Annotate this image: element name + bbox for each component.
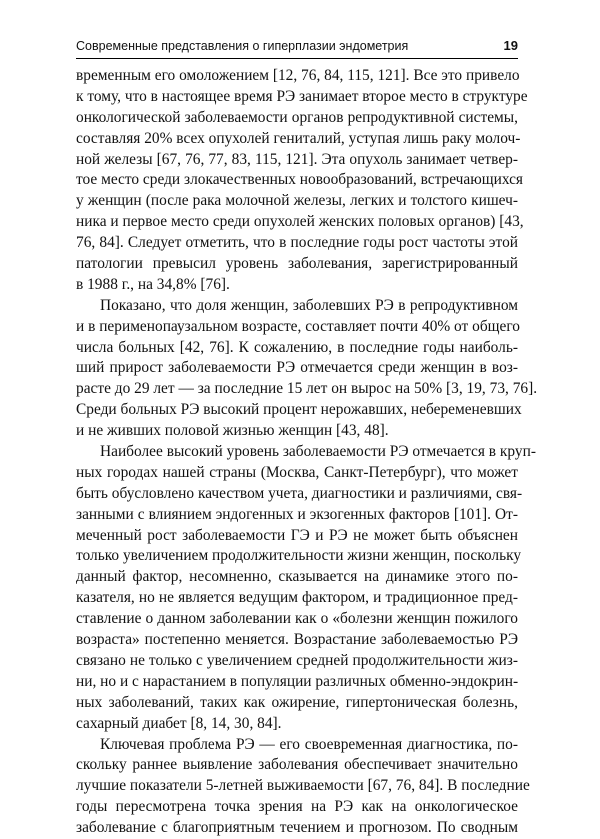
text-line: временным его омоложением [12, 76, 84, 115, 121]. Все это привело <box>76 67 520 84</box>
text-line: скольку раннее выявление заболевания обеспечивает значительно <box>76 756 518 774</box>
text-line: быть обусловлено качеством учета, диагностики и различиями, свя- <box>76 484 523 502</box>
page-header <box>76 36 518 59</box>
page-number: 19 <box>503 38 518 53</box>
text-line: у женщин (после рака молочной железы, легких и толстого кишеч- <box>76 192 518 210</box>
text-line: составляя 20% всех опухолей гениталий, уступая лишь раку молоч- <box>76 129 521 147</box>
text-line: 76, 84]. Следует отметить, что в последние годы рост частоты этой <box>76 234 518 252</box>
text-line: в 1988 г., на 34,8% [76]. <box>76 275 230 293</box>
text-line: возраста» постепенно меняется. Возрастание заболеваемостью РЭ <box>76 631 518 649</box>
paragraph-4 <box>76 735 530 839</box>
text-line: числа больных [42, 76]. К сожалению, в последние годы наиболь- <box>76 338 518 356</box>
text-line: Ключевая проблема РЭ — его своевременная диагностика, по- <box>100 735 518 753</box>
text-line: ни, но и с нарастанием в популяции различных обменно-эндокрин- <box>76 672 519 690</box>
text-line: ных заболеваний, таких как ожирение, гипертоническая болезнь, <box>76 693 518 711</box>
text-line: Среди больных РЭ высокий процент нерожавших, небеременевших <box>76 401 522 419</box>
text-line: ной железы [67, 76, 77, 83, 115, 121]. Эта опухоль занимает четвер- <box>76 150 518 168</box>
text-line: заболевание с благоприятным течением и прогнозом. По сводным <box>76 819 518 837</box>
text-line: казателя, но не является ведущим фактором, и традиционное пред- <box>76 589 518 607</box>
text-line: онкологической заболеваемости органов репродуктивной системы, <box>76 108 518 126</box>
text-line: связано не только с увеличением средней продолжительности жиз- <box>76 651 518 669</box>
text-line: расте до 29 лет — за последние 15 лет он вырос на 50% [3, 19, 73, 76]. <box>76 380 538 398</box>
text-line: и не живших половой жизнью женщин [43, 48]. <box>76 422 389 440</box>
text-line: ных городах нашей страны (Москва, Санкт-Петербург), что может <box>76 463 518 481</box>
running-title: Современные представления о гиперплазии эндометрия <box>76 39 409 53</box>
body-text <box>76 66 538 837</box>
text-line: только увеличением продолжительности жизни женщин, поскольку <box>76 547 522 565</box>
text-line: Наиболее высокий уровень заболеваемости РЭ отмечается в круп- <box>100 443 536 461</box>
text-line: лучшие показатели 5-летней выживаемости [67, 76, 84]. В последние <box>76 777 530 795</box>
text-line: тое место среди злокачественных новообразований, встречающихся <box>76 171 524 189</box>
text-line: данный фактор, несомненно, сказывается на динамике этого по- <box>76 568 518 586</box>
text-line: ника и первое место среди опухолей женских половых органов) [43, <box>76 213 524 231</box>
paragraph-3 <box>76 442 536 734</box>
text-line: ший прирост заболеваемости РЭ отмечается среди женщин в воз- <box>76 359 518 377</box>
text-line: ставление о данном заболевании как о «болезни женщин пожилого <box>76 610 518 628</box>
text-line: к тому, что в настоящее время РЭ занимает второе место в структуре <box>76 87 528 105</box>
paragraph-2 <box>76 296 538 442</box>
text-line: патологии превысил уровень заболевания, зарегистрированный <box>76 255 518 273</box>
text-line: меченный рост заболеваемости ГЭ и РЭ не может быть объяснен <box>76 526 518 544</box>
text-line: Показано, что доля женщин, заболевших РЭ в репродуктивном <box>100 296 518 314</box>
text-line: годы пересмотрена точка зрения на РЭ как на онкологическое <box>76 798 518 816</box>
text-line: занными с влиянием эндогенных и экзогенных факторов [101]. От- <box>76 505 518 523</box>
text-line: и в перименопаузальном возрасте, составляет почти 40% от общего <box>76 317 520 335</box>
paragraph-1 <box>76 66 528 296</box>
text-line: сахарный диабет [8, 14, 30, 84]. <box>76 714 282 732</box>
